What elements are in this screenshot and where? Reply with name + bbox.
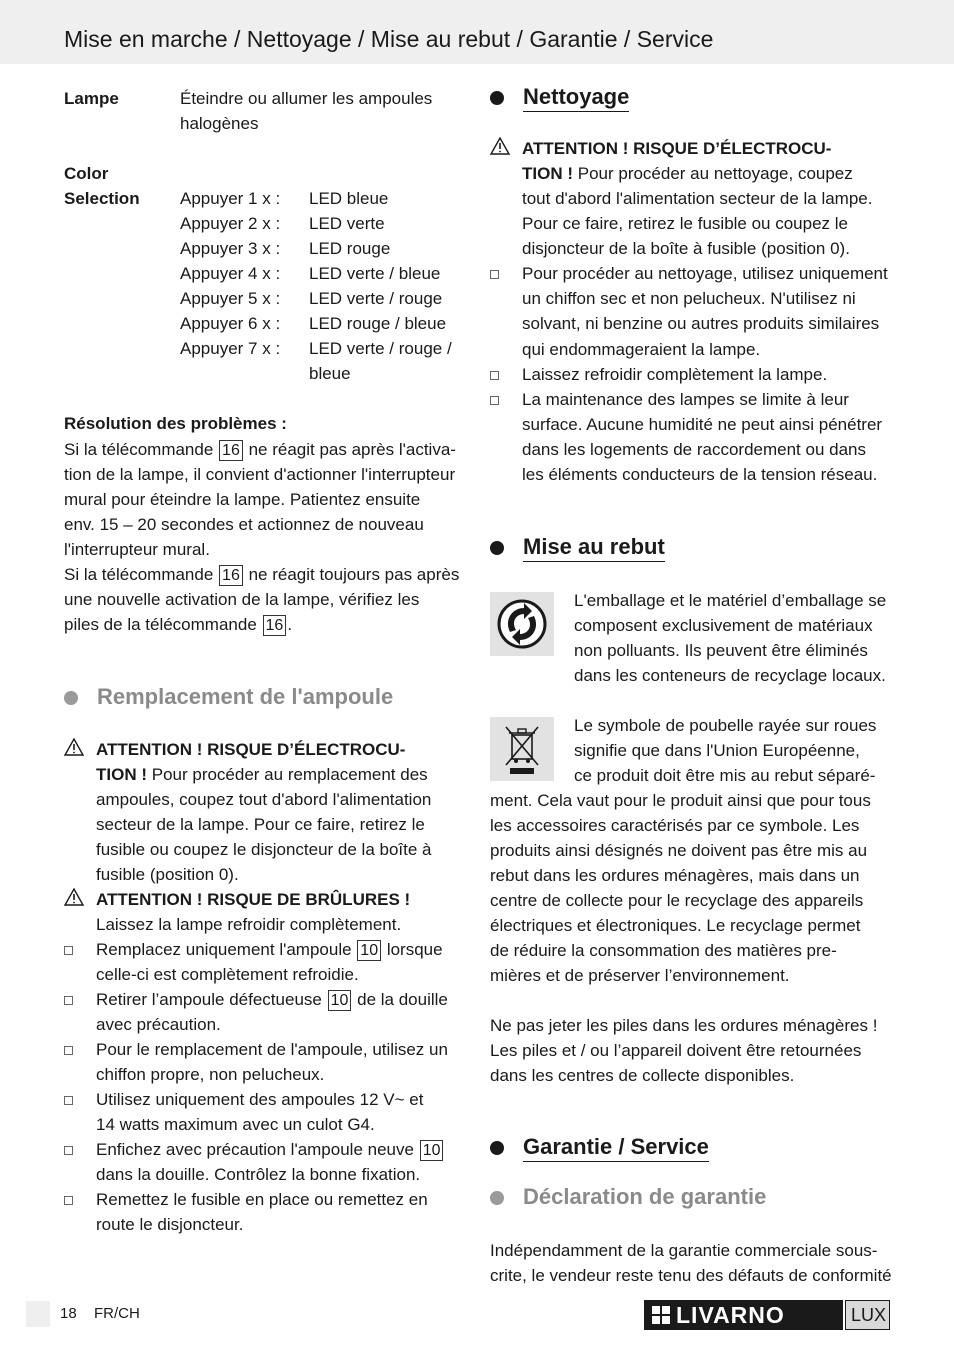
ref-number: 10	[328, 990, 352, 1011]
warning-text: fusible ou coupez le disjoncteur de la boîte à	[96, 840, 432, 859]
disposal-text: signifie que dans l'Union Européenne,	[574, 741, 860, 760]
color-led: LED verte / bleue	[309, 264, 441, 283]
disposal-text: ce produit doit être mis au rebut séparé-	[574, 766, 876, 785]
list-item: Pour procéder au nettoyage, utilisez uniquement	[522, 264, 888, 283]
checkbox-bullet-icon	[490, 396, 499, 405]
list-item	[96, 987, 448, 1012]
list-item: Remettez le fusible en place ou remettez en	[96, 1190, 428, 1209]
color-led: LED rouge	[309, 239, 391, 258]
bullet-dot-icon	[490, 91, 504, 105]
trouble-text: une nouvelle activation de la lampe, vérifiez les	[64, 590, 420, 609]
warning-title: ATTENTION ! RISQUE D’ÉLECTROCU-	[522, 139, 832, 158]
list-item: les éléments conducteurs de la tension réseau.	[522, 465, 878, 484]
logo-lux-text: LUX	[851, 1305, 887, 1325]
trouble-text	[64, 612, 292, 637]
section-heading-text: Déclaration de garantie	[523, 1184, 767, 1209]
warning-text: disjoncteur de la boîte à fusible (position 0).	[522, 239, 850, 258]
trouble-text-part: ne réagit toujours pas après	[248, 565, 460, 584]
checkbox-bullet-icon	[490, 270, 499, 279]
warning-title: TION !	[522, 164, 573, 183]
color-press: Appuyer 5 x :	[180, 289, 281, 308]
lampe-desc: halogènes	[180, 114, 259, 133]
list-item: dans les logements de raccordement ou dans	[522, 440, 866, 459]
brand-logo	[644, 1300, 890, 1330]
list-item: un chiffon sec et non pelucheux. N'utilisez ni	[522, 289, 856, 308]
trouble-text: l'interrupteur mural.	[64, 540, 210, 559]
disposal-text: Ne pas jeter les piles dans les ordures ménagères !	[490, 1016, 878, 1035]
ref-number: 10	[420, 1140, 444, 1161]
logo-grid-icon	[652, 1306, 670, 1324]
warning-text	[522, 161, 853, 186]
page-number: 18	[60, 1305, 77, 1322]
checkbox-bullet-icon	[64, 1196, 73, 1205]
logo-text: LIVARNO	[676, 1302, 785, 1328]
trouble-text	[64, 562, 459, 587]
warranty-text: Indépendamment de la garantie commerciale sous-	[490, 1241, 878, 1260]
trouble-text-part: .	[287, 615, 293, 634]
list-item: avec précaution.	[96, 1015, 221, 1034]
color-led: LED rouge / bleue	[309, 314, 447, 333]
color-press: Appuyer 2 x :	[180, 214, 281, 233]
disposal-text: Le symbole de poubelle rayée sur roues	[574, 716, 877, 735]
bullet-dot-icon	[64, 691, 78, 705]
list-item: 14 watts maximum avec un culot G4.	[96, 1115, 375, 1134]
disposal-text: centre de collecte pour le recyclage des appareils	[490, 891, 864, 910]
color-press: Appuyer 3 x :	[180, 239, 281, 258]
disposal-text: L'emballage et le matériel d’emballage se	[574, 591, 887, 610]
list-item-part: Retirer l’ampoule défectueuse	[96, 990, 322, 1009]
warning-text: secteur de la lampe. Pour ce faire, retirez le	[96, 815, 425, 834]
warning-triangle-icon	[490, 137, 510, 155]
color-led: bleue	[309, 364, 351, 383]
logo-lux	[845, 1300, 890, 1330]
lampe-desc: Éteindre ou allumer les ampoules	[180, 89, 433, 108]
warning-text: tout d'abord l'alimentation secteur de la lampe.	[522, 189, 873, 208]
language-code: FR/CH	[94, 1305, 140, 1322]
list-item: solvant, ni benzine ou autres produits similaires	[522, 314, 880, 333]
checkbox-bullet-icon	[64, 1046, 73, 1055]
list-item-part: Enfichez avec précaution l'ampoule neuve	[96, 1140, 414, 1159]
ref-number: 16	[219, 440, 243, 461]
footer-marker	[26, 1301, 50, 1327]
warning-text: Laissez la lampe refroidir complètement.	[96, 915, 402, 934]
warning-text: fusible (position 0).	[96, 865, 239, 884]
ref-number: 16	[263, 615, 287, 636]
ref-number: 10	[357, 940, 381, 961]
color-led: LED bleue	[309, 189, 389, 208]
color-led: LED verte / rouge /	[309, 339, 452, 358]
warning-text: ampoules, coupez tout d'abord l'alimentation	[96, 790, 432, 809]
warning-title: ATTENTION ! RISQUE DE BRÛLURES !	[96, 890, 411, 909]
checkbox-bullet-icon	[64, 946, 73, 955]
disposal-text: les accessoires caractérisés par ce symbole. Les	[490, 816, 860, 835]
page-title: Mise en marche / Nettoyage / Mise au rebut / Garantie / Service	[64, 26, 714, 52]
section-heading-text: Garantie / Service	[523, 1134, 709, 1162]
list-item: qui endommageraient la lampe.	[522, 340, 761, 359]
trouble-text: env. 15 – 20 secondes et actionnez de nouveau	[64, 515, 424, 534]
warning-text	[96, 762, 428, 787]
green-dot-recycling-icon	[490, 592, 554, 656]
bullet-dot-icon	[490, 1191, 504, 1205]
warranty-text: crite, le vendeur reste tenu des défauts de conformité	[490, 1266, 892, 1285]
list-item: route le disjoncteur.	[96, 1215, 244, 1234]
disposal-text: non polluants. Ils peuvent être éliminés	[574, 641, 868, 660]
color-led: LED verte	[309, 214, 385, 233]
list-item: surface. Aucune humidité ne peut ainsi pénétrer	[522, 415, 883, 434]
disposal-text: dans les centres de collecte disponibles.	[490, 1066, 795, 1085]
disposal-text: produits ainsi désignés ne doivent pas être mis au	[490, 841, 868, 860]
warning-triangle-icon	[64, 888, 84, 906]
color-press: Appuyer 6 x :	[180, 314, 281, 333]
disposal-text: composent exclusivement de matériaux	[574, 616, 873, 635]
warning-title: TION !	[96, 765, 147, 784]
checkbox-bullet-icon	[490, 371, 499, 380]
trouble-heading: Résolution des problèmes :	[64, 414, 287, 433]
trouble-text-part: piles de la télécommande	[64, 615, 257, 634]
list-item: Pour le remplacement de l'ampoule, utilisez un	[96, 1040, 448, 1059]
warning-text: Pour ce faire, retirez le fusible ou coupez le	[522, 214, 849, 233]
color-led: LED verte / rouge	[309, 289, 443, 308]
bullet-dot-icon	[490, 1141, 504, 1155]
trouble-text-part: Si la télécommande	[64, 440, 214, 459]
trouble-text: tion de la lampe, il convient d'actionner l'interrupteur	[64, 465, 456, 484]
disposal-text: dans les conteneurs de recyclage locaux.	[574, 666, 886, 685]
warning-text-part: Pour procéder au remplacement des	[151, 765, 428, 784]
trouble-text: mural pour éteindre la lampe. Patientez ensuite	[64, 490, 421, 509]
color-press: Appuyer 7 x :	[180, 339, 281, 358]
list-item: Laissez refroidir complètement la lampe.	[522, 365, 828, 384]
color-label: Selection	[64, 189, 140, 208]
logo-main	[644, 1300, 843, 1330]
section-heading-text: Nettoyage	[523, 84, 629, 112]
disposal-text: électriques et électroniques. Le recyclage permet	[490, 916, 861, 935]
disposal-text: ment. Cela vaut pour le produit ainsi que pour tous	[490, 791, 871, 810]
trouble-text-part: ne réagit pas après l'activa-	[248, 440, 456, 459]
section-heading-text: Mise au rebut	[523, 534, 665, 562]
crossed-bin-icon	[490, 717, 554, 781]
list-item: La maintenance des lampes se limite à leur	[522, 390, 849, 409]
ref-number: 16	[219, 565, 243, 586]
list-item: dans la douille. Contrôlez la bonne fixation.	[96, 1165, 421, 1184]
disposal-text: Les piles et / ou l’appareil doivent être retournées	[490, 1041, 862, 1060]
disposal-text: de réduire la consommation des matières pre-	[490, 941, 837, 960]
list-item	[96, 937, 443, 962]
list-item: celle-ci est complètement refroidie.	[96, 965, 359, 984]
bullet-dot-icon	[490, 541, 504, 555]
list-item: Utilisez uniquement des ampoules 12 V~ et	[96, 1090, 424, 1109]
list-item	[96, 1137, 444, 1162]
trouble-text-part: Si la télécommande	[64, 565, 214, 584]
checkbox-bullet-icon	[64, 1096, 73, 1105]
warning-triangle-icon	[64, 738, 84, 756]
disposal-text: mières et de préserver l’environnement.	[490, 966, 790, 985]
section-heading-text: Remplacement de l'ampoule	[97, 684, 394, 709]
lampe-label: Lampe	[64, 89, 119, 108]
checkbox-bullet-icon	[64, 996, 73, 1005]
disposal-text: rebut dans les ordures ménagères, mais dans un	[490, 866, 860, 885]
warning-text-part: Pour procéder au nettoyage, coupez	[577, 164, 853, 183]
color-press: Appuyer 1 x :	[180, 189, 281, 208]
warning-title: ATTENTION ! RISQUE D’ÉLECTROCU-	[96, 740, 406, 759]
list-item: chiffon propre, non pelucheux.	[96, 1065, 325, 1084]
list-item-part: lorsque	[386, 940, 443, 959]
color-press: Appuyer 4 x :	[180, 264, 281, 283]
trouble-text	[64, 437, 456, 462]
list-item-part: Remplacez uniquement l'ampoule	[96, 940, 352, 959]
color-label: Color	[64, 164, 109, 183]
checkbox-bullet-icon	[64, 1146, 73, 1155]
list-item-part: de la douille	[357, 990, 448, 1009]
